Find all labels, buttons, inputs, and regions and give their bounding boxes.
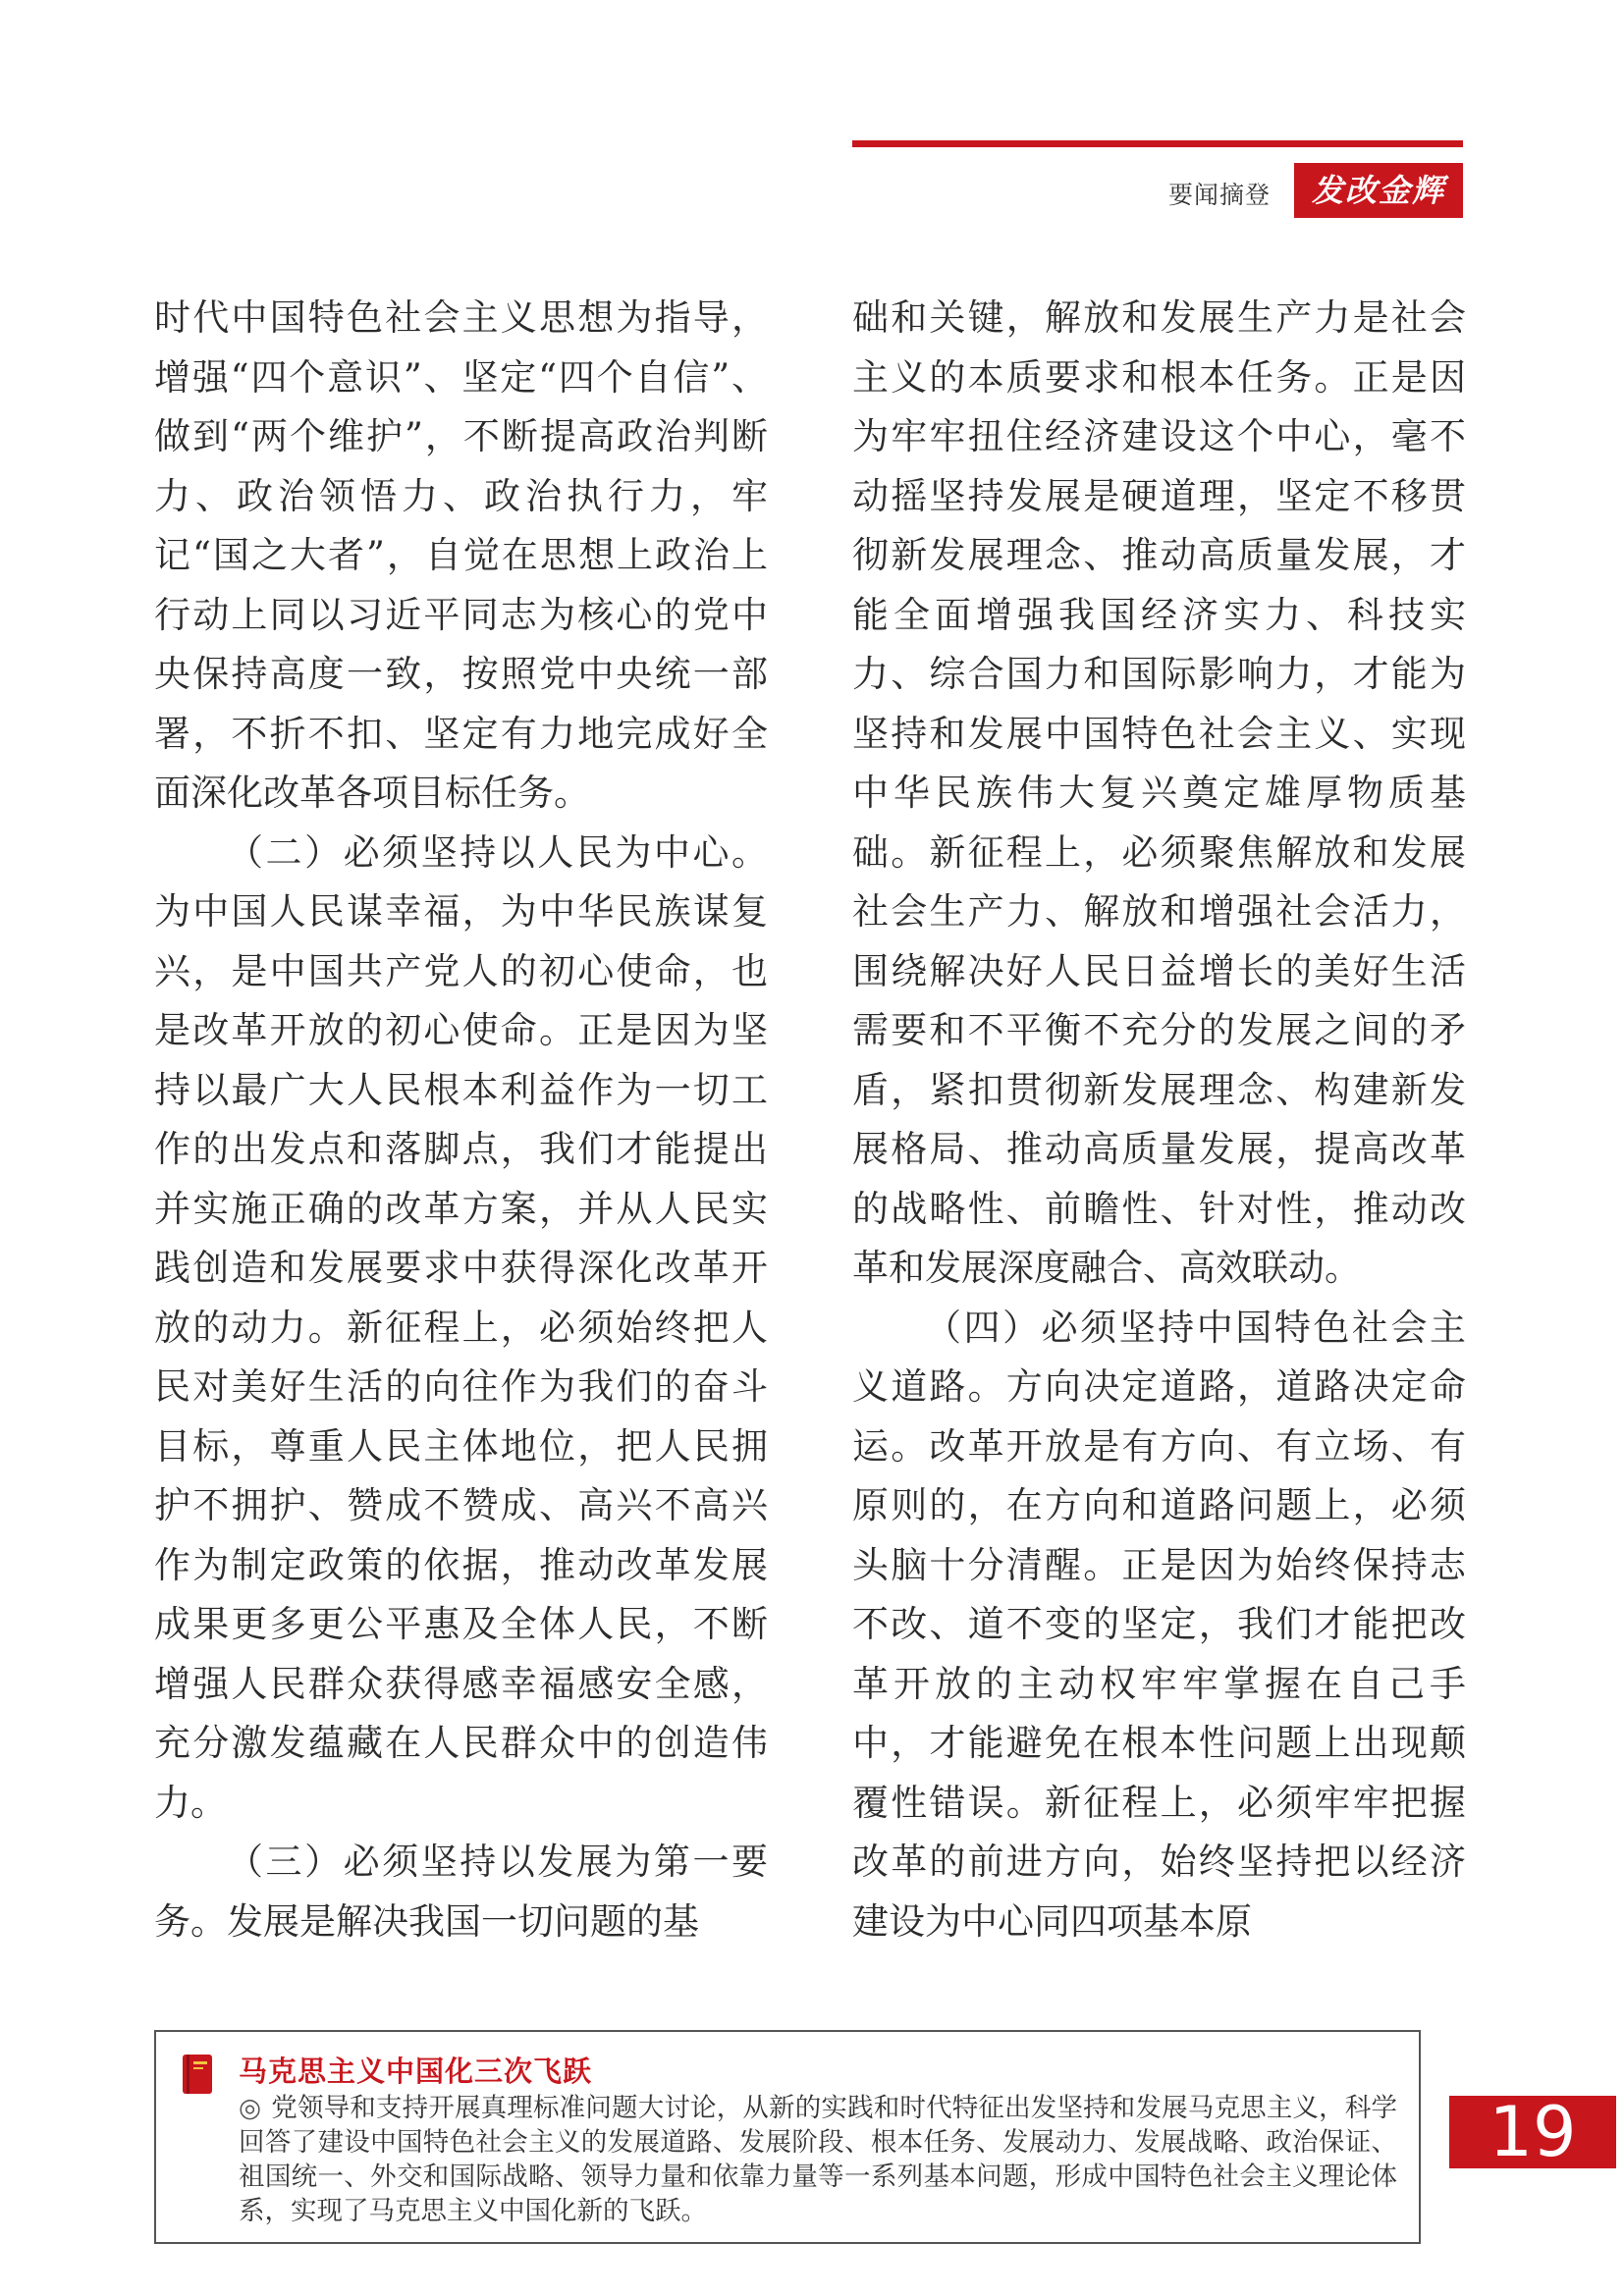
paragraph: 础和关键，解放和发展生产力是社会主义的本质要求和根本任务。正是因为牢牢扭住经济建设这个中心，毫不动摇坚持发展是硬道理，坚定不移贯彻新发展理念、推动高质量发展，才能全面增强我国经济实力、科技实力、综合国力和国际影响力，才能为坚持和发展中国特色社会主义、实现中华民族伟大复兴奠定雄厚物质基础。新征程上，必须聚焦解放和发展社会生产力、解放和增强社会活力，围绕解决好人民日益增长的美好生活需要和不平衡不充分的发展之间的矛盾，紧扣贯彻新发展理念、构建新发展格局、推动高质量发展，提高改革的战略性、前瞻性、针对性，推动改革和发展深度融合、高效联动。 — [852, 296, 1466, 1289]
paragraph: （三）必须坚持以发展为第一要务。发展是解决我国一切问题的基 — [154, 1841, 768, 1943]
callout-body — [239, 2091, 1397, 2228]
bullet-icon: ◎ — [239, 2093, 262, 2123]
book-icon — [182, 2054, 213, 2095]
sidebar-callout-box — [154, 2030, 1421, 2244]
paragraph: 时代中国特色社会主义思想为指导，增强“四个意识”、坚定“四个自信”、做到“两个维护”，不断提高政治判断力、政治领悟力、政治执行力，牢记“国之大者”，自觉在思想上政治上行动上同以习近平同志为核心的党中央保持高度一致，按照党中央统一部署，不折不扣、坚定有力地完成好全面深化改革各项目标任务。 — [154, 296, 768, 814]
header-rule — [852, 140, 1463, 147]
paragraph: （四）必须坚持中国特色社会主义道路。方向决定道路，道路决定命运。改革开放是有方向、有立场、有原则的，在方向和道路问题上，必须头脑十分清醒。正是因为始终保持志不改、道不变的坚定，我们才能把改革开放的主动权牢牢掌握在自己手中，才能避免在根本性问题上出现颠覆性错误。新征程上，必须牢牢把握改革的前进方向，始终坚持把以经济建设为中心同四项基本原 — [852, 1306, 1466, 1943]
callout-title: 马克思主义中国化三次飞跃 — [239, 2055, 593, 2088]
page-number: 19 — [1449, 2096, 1616, 2168]
header-section-label: 要闻摘登 — [1168, 181, 1272, 209]
left-column — [154, 289, 768, 1951]
callout-text: 党领导和支持开展真理标准问题大讨论，从新的实践和时代特征出发坚持和发展马克思主义，科学回答了建设中国特色社会主义的发展道路、发展阶段、根本任务、发展动力、发展战略、政治保证、祖国统一、外交和国际战略、领导力量和依靠力量等一系列基本问题，形成中国特色社会主义理论体系，实现了马克思主义中国化新的飞跃。 — [239, 2093, 1397, 2226]
header-brand-badge: 发改金辉 — [1294, 163, 1463, 218]
right-column — [852, 289, 1466, 1951]
paragraph: （二）必须坚持以人民为中心。为中国人民谋幸福，为中华民族谋复兴，是中国共产党人的初心使命，也是改革开放的初心使命。正是因为坚持以最广大人民根本利益作为一切工作的出发点和落脚点，我们才能提出并实施正确的改革方案，并从人民实践创造和发展要求中获得深化改革开放的动力。新征程上，必须始终把人民对美好生活的向往作为我们的奋斗目标，尊重人民主体地位，把人民拥护不拥护、赞成不赞成、高兴不高兴作为制定政策的依据，推动改革发展成果更多更公平惠及全体人民，不断增强人民群众获得感幸福感安全感，充分激发蕴藏在人民群众中的创造伟力。 — [154, 830, 768, 1824]
